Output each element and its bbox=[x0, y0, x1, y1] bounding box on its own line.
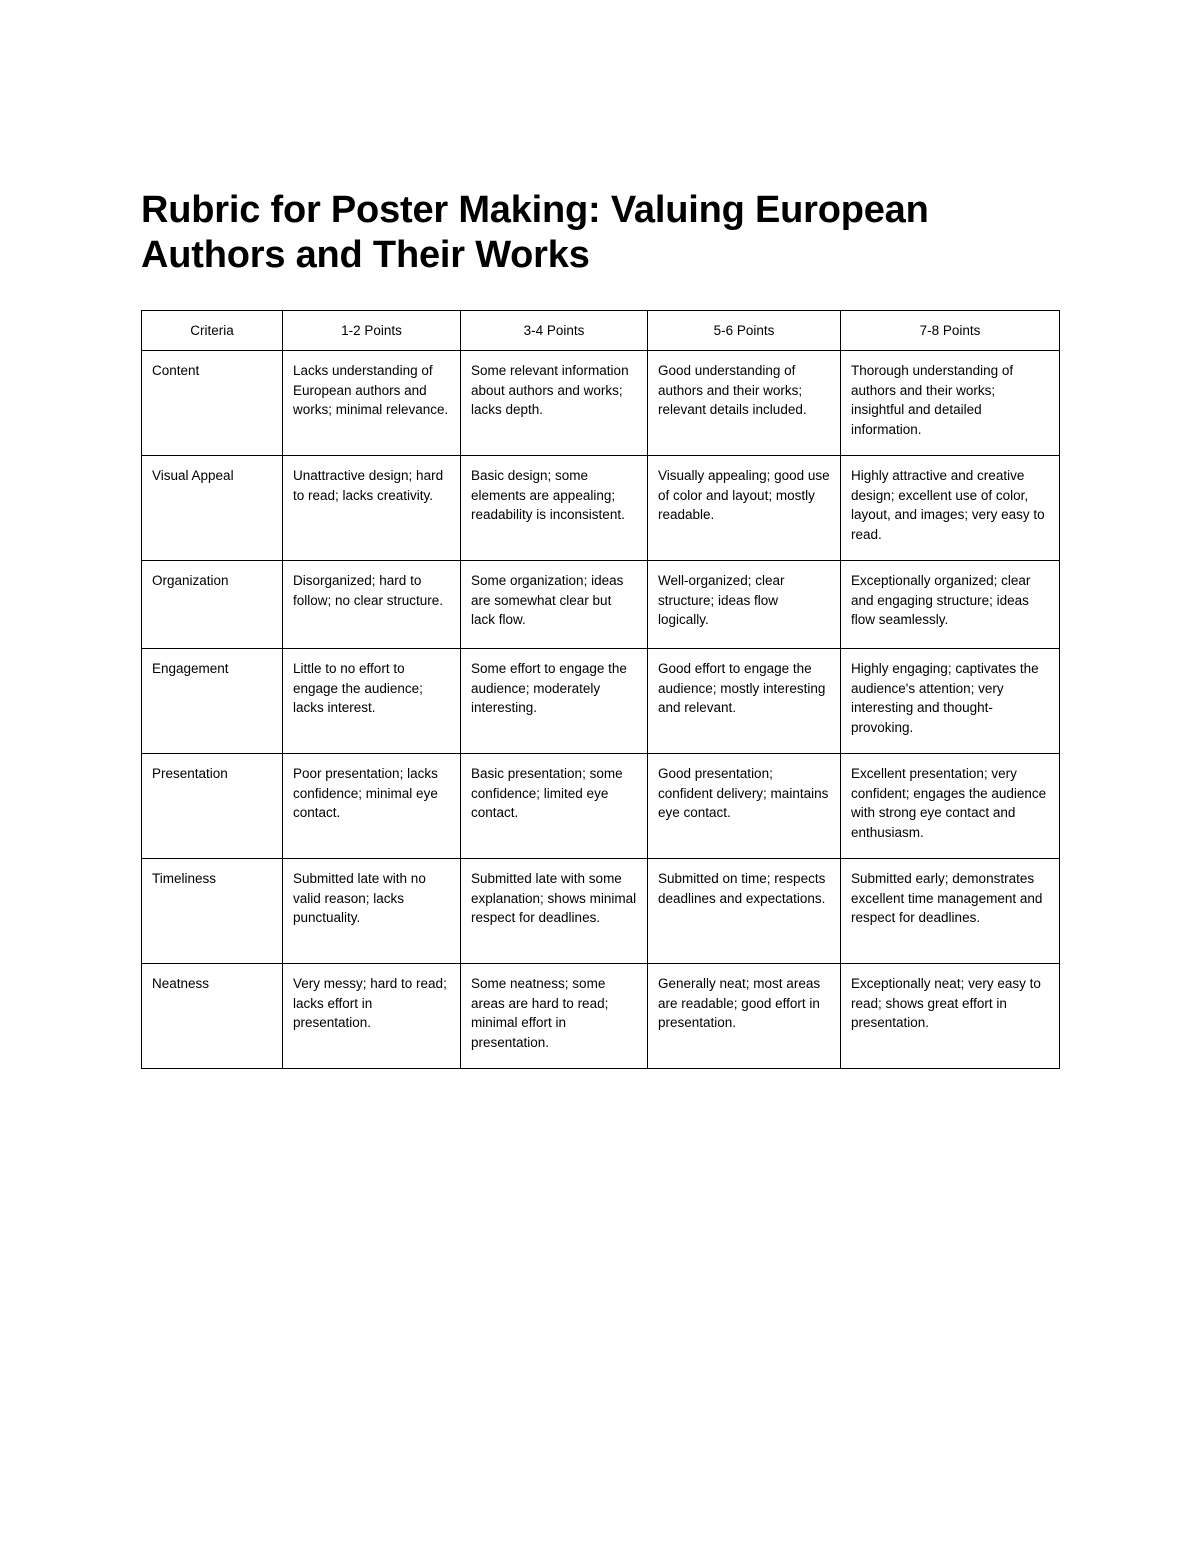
header-7-8-points: 7-8 Points bbox=[841, 311, 1060, 351]
score-cell-1-2: Unattractive design; hard to read; lacks creativity. bbox=[283, 456, 461, 561]
score-cell-1-2: Very messy; hard to read; lacks effort in presentation. bbox=[283, 964, 461, 1069]
rubric-table bbox=[141, 310, 1060, 1069]
score-cell-7-8: Submitted early; demonstrates excellent time management and respect for deadlines. bbox=[841, 859, 1060, 964]
score-cell-7-8: Highly engaging; captivates the audience's attention; very interesting and thought-provoking. bbox=[841, 649, 1060, 754]
criterion-cell: Visual Appeal bbox=[142, 456, 283, 561]
score-cell-5-6: Good understanding of authors and their works; relevant details included. bbox=[648, 351, 841, 456]
score-cell-3-4: Some effort to engage the audience; moderately interesting. bbox=[461, 649, 648, 754]
score-cell-3-4: Basic design; some elements are appealing; readability is inconsistent. bbox=[461, 456, 648, 561]
score-cell-7-8: Excellent presentation; very confident; engages the audience with strong eye contact and enthusiasm. bbox=[841, 754, 1060, 859]
document-title: Rubric for Poster Making: Valuing European Authors and Their Works bbox=[141, 189, 929, 276]
criterion-cell: Engagement bbox=[142, 649, 283, 754]
score-cell-1-2: Disorganized; hard to follow; no clear structure. bbox=[283, 561, 461, 649]
criterion-cell: Content bbox=[142, 351, 283, 456]
table-row-organization bbox=[142, 561, 1060, 649]
score-cell-5-6: Well-organized; clear structure; ideas flow logically. bbox=[648, 561, 841, 649]
score-cell-5-6: Visually appealing; good use of color and layout; mostly readable. bbox=[648, 456, 841, 561]
score-cell-3-4: Some organization; ideas are somewhat clear but lack flow. bbox=[461, 561, 648, 649]
criterion-cell: Neatness bbox=[142, 964, 283, 1069]
score-cell-3-4: Submitted late with some explanation; shows minimal respect for deadlines. bbox=[461, 859, 648, 964]
table-row-visual-appeal bbox=[142, 456, 1060, 561]
header-3-4-points: 3-4 Points bbox=[461, 311, 648, 351]
score-cell-7-8: Exceptionally neat; very easy to read; shows great effort in presentation. bbox=[841, 964, 1060, 1069]
header-5-6-points: 5-6 Points bbox=[648, 311, 841, 351]
criterion-cell: Timeliness bbox=[142, 859, 283, 964]
score-cell-3-4: Some neatness; some areas are hard to read; minimal effort in presentation. bbox=[461, 964, 648, 1069]
table-row-presentation bbox=[142, 754, 1060, 859]
score-cell-7-8: Exceptionally organized; clear and engaging structure; ideas flow seamlessly. bbox=[841, 561, 1060, 649]
table-row-neatness bbox=[142, 964, 1060, 1069]
table-row-engagement bbox=[142, 649, 1060, 754]
score-cell-3-4: Some relevant information about authors and works; lacks depth. bbox=[461, 351, 648, 456]
table-row-timeliness bbox=[142, 859, 1060, 964]
table-header-row bbox=[142, 311, 1060, 351]
score-cell-5-6: Generally neat; most areas are readable; good effort in presentation. bbox=[648, 964, 841, 1069]
score-cell-1-2: Submitted late with no valid reason; lacks punctuality. bbox=[283, 859, 461, 964]
score-cell-5-6: Submitted on time; respects deadlines and expectations. bbox=[648, 859, 841, 964]
score-cell-5-6: Good presentation; confident delivery; maintains eye contact. bbox=[648, 754, 841, 859]
score-cell-1-2: Poor presentation; lacks confidence; minimal eye contact. bbox=[283, 754, 461, 859]
header-1-2-points: 1-2 Points bbox=[283, 311, 461, 351]
score-cell-7-8: Thorough understanding of authors and their works; insightful and detailed information. bbox=[841, 351, 1060, 456]
table-row-content bbox=[142, 351, 1060, 456]
score-cell-1-2: Lacks understanding of European authors and works; minimal relevance. bbox=[283, 351, 461, 456]
criterion-cell: Organization bbox=[142, 561, 283, 649]
header-criteria: Criteria bbox=[142, 311, 283, 351]
score-cell-5-6: Good effort to engage the audience; mostly interesting and relevant. bbox=[648, 649, 841, 754]
score-cell-7-8: Highly attractive and creative design; excellent use of color, layout, and images; very easy to read. bbox=[841, 456, 1060, 561]
score-cell-1-2: Little to no effort to engage the audience; lacks interest. bbox=[283, 649, 461, 754]
criterion-cell: Presentation bbox=[142, 754, 283, 859]
score-cell-3-4: Basic presentation; some confidence; limited eye contact. bbox=[461, 754, 648, 859]
